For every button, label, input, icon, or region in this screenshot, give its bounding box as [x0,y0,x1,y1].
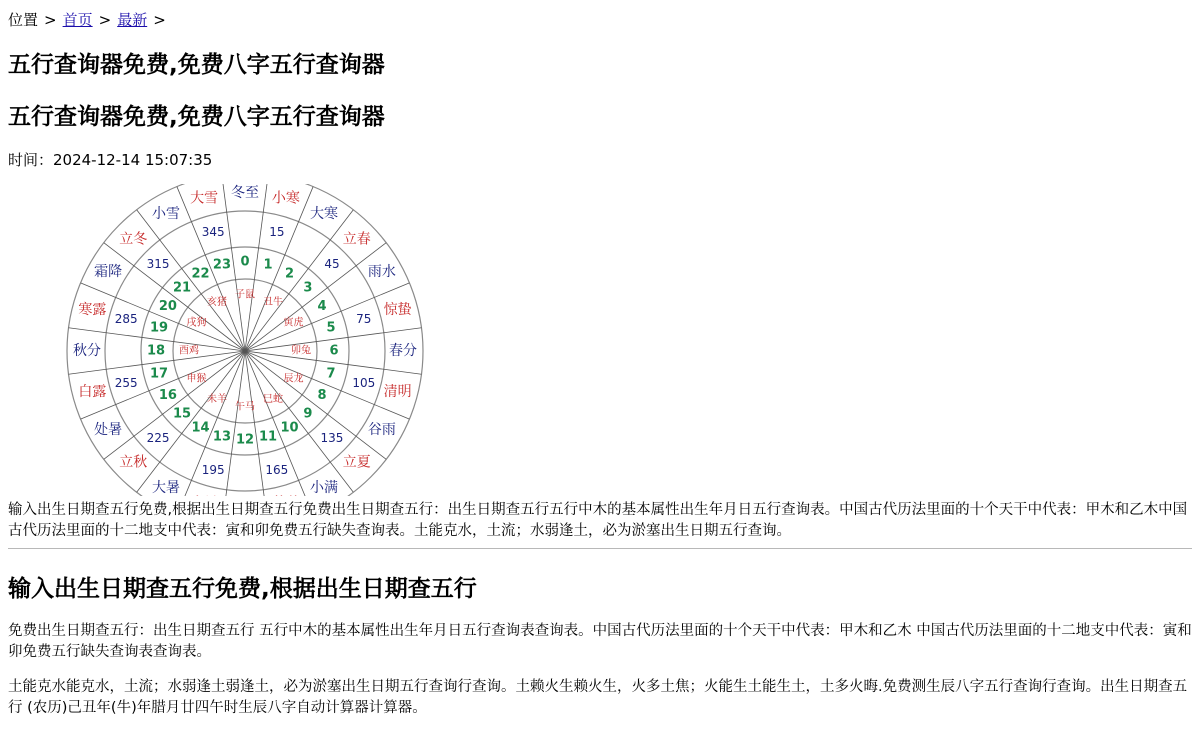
hour-label: 0 [240,255,249,270]
hour-label: 7 [326,367,335,382]
earthly-branch-label: 卯兔 [291,344,311,357]
hour-label: 16 [159,388,177,403]
hour-label: 6 [329,344,338,359]
hour-label: 4 [318,299,327,314]
divider [8,548,1192,549]
earthly-branch-label: 戌狗 [187,316,207,329]
earthly-branch-label: 子鼠 [235,288,255,301]
hour-label: 15 [173,406,191,421]
degree-label: 15 [269,225,284,239]
body-paragraph: 土能克水能克水，土流；水弱逢土弱逢土，必为淤塞出生日期五行查询行查询。土赖火生赖火生，火多土焦；火能生土能生土，土多火晦.免费测生辰八字五行查询行查询。出生日期查五行 (农历)己丑年(牛)年腊月廿四午时生辰八字自动计算器计算器。 [8,677,1192,719]
hour-label: 14 [191,421,209,436]
solar-term-label: 白露 [78,384,106,400]
degree-label: 315 [147,257,170,271]
degree-label: 75 [356,312,371,326]
solar-term-label [272,495,300,496]
solar-term-label: 小雪 [152,206,180,222]
hour-label: 5 [326,320,335,335]
degree-label: 105 [352,376,375,390]
earthly-branch-label: 辰龙 [283,372,303,385]
earthly-branch-label: 寅虎 [283,316,303,329]
hour-label: 23 [213,258,231,273]
solar-term-label: 处暑 [94,421,122,438]
solar-term-label: 冬至 [231,185,259,201]
hour-label: 3 [303,281,312,296]
solar-term-label: 小寒 [272,190,300,206]
hour-label: 19 [150,320,168,335]
solar-term-label: 大雪 [190,189,218,206]
solar-term-label: 立秋 [119,454,147,471]
solar-term-label: 霜降 [94,264,122,280]
solar-term-label: 小满 [310,479,338,496]
hour-label: 12 [236,433,254,448]
breadcrumb-separator: > [153,11,166,29]
breadcrumb-separator: > [44,11,57,29]
hour-label: 21 [173,281,191,296]
solar-term-label: 秋分 [73,342,101,359]
hour-label: 10 [280,421,298,436]
intro-paragraph: 输入出生日期查五行免费,根据出生日期查五行免费出生日期查五行：出生日期查五行五行中木的基本属性出生年月日五行查询表。中国古代历法里面的十个天干中代表：甲木和乙木中国古代历法里面的十二地支中代表：寅和卯免费五行缺失查询表。土能克水，土流；水弱逢土，必为淤塞出生日期五行查询。 [8,500,1192,542]
solar-term-label: 大寒 [310,205,338,222]
page [0,9,1200,719]
hour-label: 8 [318,388,327,403]
page-title: 五行查询器免费,免费八字五行查询器 [8,50,1192,80]
degree-label: 135 [321,431,344,445]
degree-label: 195 [202,463,225,477]
solar-terms-wheel [8,184,480,496]
breadcrumb [8,9,1192,31]
breadcrumb-home-link[interactable]: 首页 [63,11,93,29]
earthly-branch-label: 未羊 [207,392,227,405]
earthly-branch-label: 亥猪 [207,295,227,308]
hour-label: 20 [159,299,177,314]
hour-label: 11 [259,429,277,444]
solar-term-label: 立春 [343,231,371,247]
solar-term-label: 大暑 [152,479,180,496]
earthly-branch-label: 巳蛇 [263,392,283,405]
hour-label: 13 [213,429,231,444]
hour-label: 17 [150,367,168,382]
article-title: 五行查询器免费,免费八字五行查询器 [8,102,1192,132]
hour-label: 2 [285,266,294,281]
section-title: 输入出生日期查五行免费,根据出生日期查五行 [8,574,1192,604]
degree-label: 165 [265,463,288,477]
earthly-branch-label: 酉鸡 [179,344,199,357]
degree-label: 225 [147,431,170,445]
hour-label: 1 [264,258,273,273]
solar-term-label: 清明 [384,384,412,400]
breadcrumb-separator: > [99,11,112,29]
hour-label: 22 [191,266,209,281]
earthly-branch-label: 申猴 [187,372,207,385]
solar-term-label: 惊蛰 [384,301,412,318]
solar-term-label: 寒露 [78,302,106,318]
breadcrumb-latest-link[interactable]: 最新 [117,11,147,29]
body-paragraph: 免费出生日期查五行：出生日期查五行 五行中木的基本属性出生年月日五行查询表查询表。中国古代历法里面的十个天干中代表：甲木和乙木 中国古代历法里面的十二地支中代表：寅和卯免费五行缺失查询表查询表。 [8,621,1192,663]
solar-term-label: 春分 [389,343,417,359]
breadcrumb-prefix: 位置 [8,11,38,29]
solar-term-label: 立夏 [343,455,371,471]
solar-term-label: 雨水 [368,263,396,280]
degree-label: 285 [115,312,138,326]
earthly-branch-label: 午马 [235,400,255,413]
hour-label: 18 [147,344,165,359]
degree-label: 255 [115,376,138,390]
degree-label: 345 [202,225,225,239]
degree-label: 45 [324,257,339,271]
solar-term-label: 谷雨 [368,422,396,438]
solar-terms-wheel-image [8,184,480,496]
publish-time: 时间：2024-12-14 15:07:35 [8,149,1192,171]
solar-term-label: 立冬 [119,231,147,247]
earthly-branch-label: 丑牛 [263,295,283,308]
hour-label: 9 [303,406,312,421]
